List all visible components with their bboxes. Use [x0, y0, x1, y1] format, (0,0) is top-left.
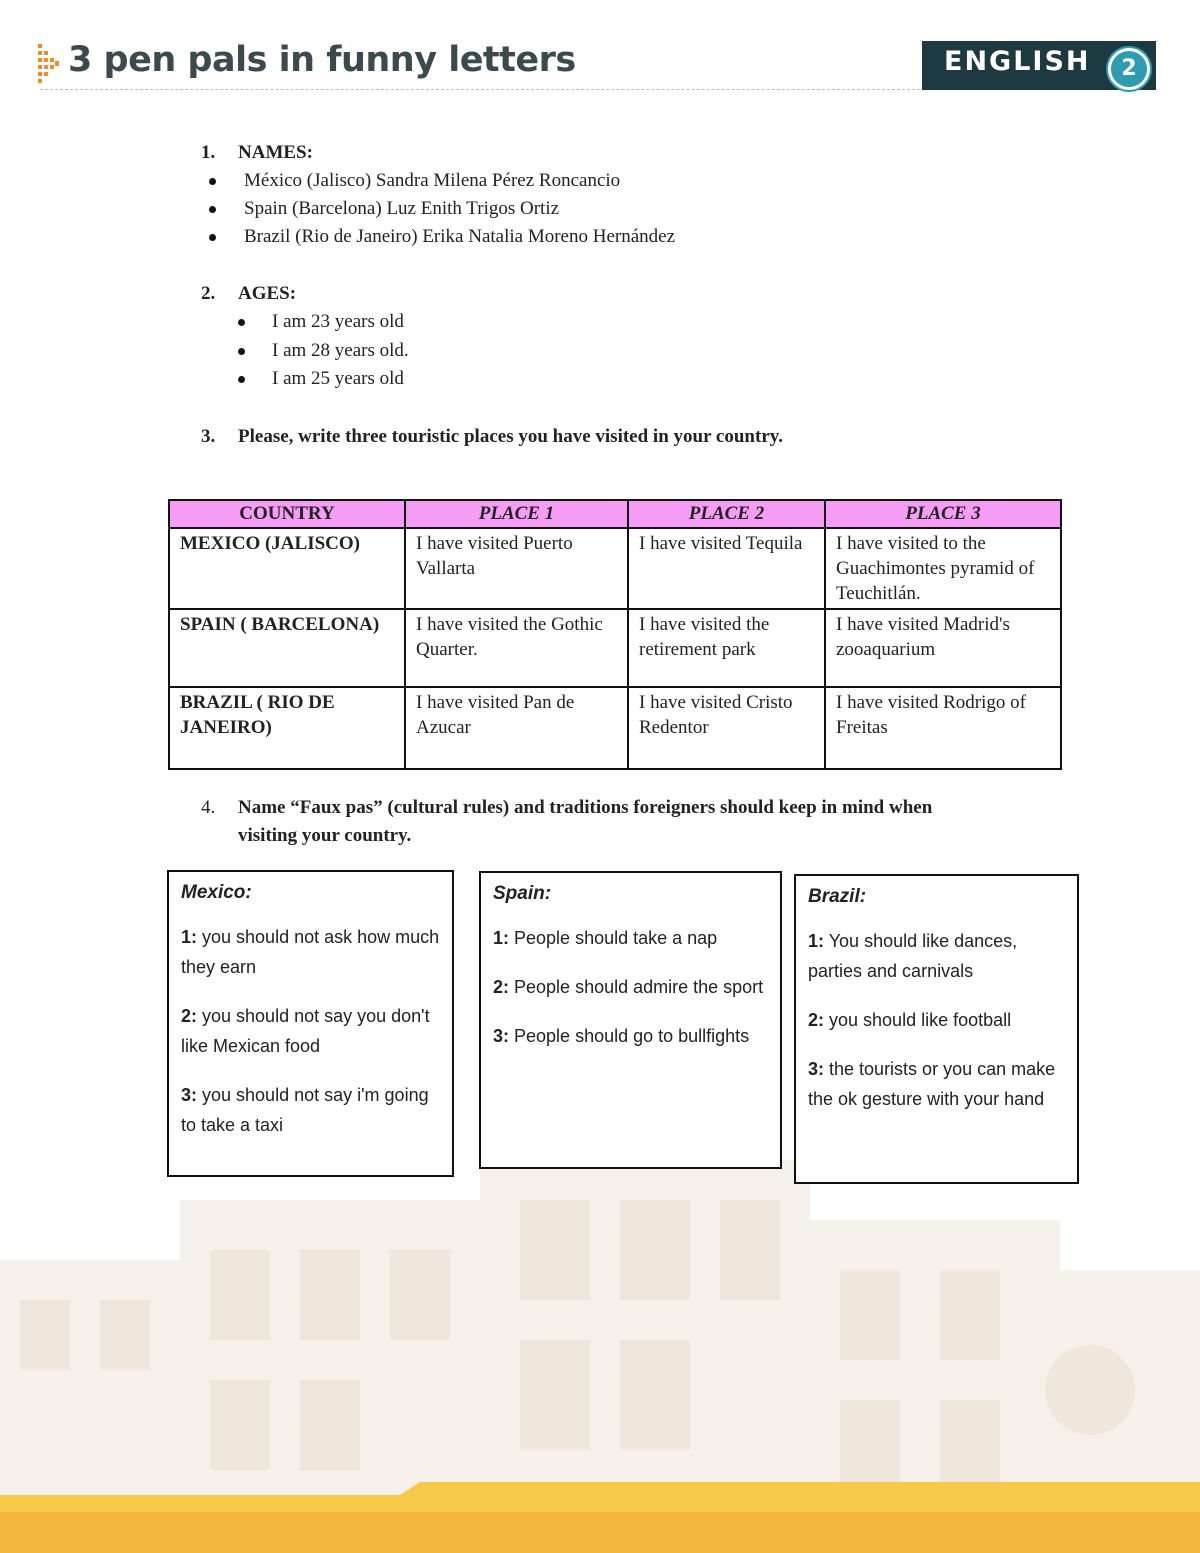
box-item [808, 1005, 1065, 1035]
section-title-faux-pas: Name “Faux pas” (cultural rules) and traditions foreigners should keep in mind when [238, 797, 933, 818]
table-cell: I have visited Puerto Vallarta [405, 528, 628, 609]
item-text: You should like dances, parties and carnivals [808, 931, 1018, 981]
box-title: Mexico: [181, 882, 252, 903]
box-item [181, 1001, 440, 1061]
box-item [181, 1080, 440, 1140]
bullet-icon [238, 319, 245, 326]
section-title-names: NAMES: [238, 142, 313, 163]
table-cell-country: BRAZIL ( RIO DE JANEIRO) [169, 687, 405, 769]
item-text: the tourists or you can make the ok gesture with your hand [808, 1059, 1056, 1109]
item-number: 2: [181, 1006, 198, 1026]
item-text: People should take a nap [509, 928, 718, 948]
item-text: you should not ask how much they earn [181, 927, 440, 977]
bullet-icon [209, 178, 216, 185]
logo-arrow-icon [38, 42, 60, 86]
box-item [493, 923, 768, 953]
section-number: 2. [201, 283, 216, 304]
item-text: you should like football [824, 1010, 1012, 1030]
section-number: 1. [201, 142, 216, 163]
table-cell: I have visited Rodrigo of Freitas [825, 687, 1061, 769]
list-item: Spain (Barcelona) Luz Enith Trigos Ortiz [244, 198, 560, 219]
list-item: I am 23 years old [272, 311, 404, 332]
box-item [493, 1021, 768, 1051]
item-number: 2: [808, 1010, 825, 1030]
item-number: 3: [808, 1059, 825, 1079]
item-number: 2: [493, 977, 510, 997]
table-header-cell: PLACE 1 [405, 500, 628, 528]
table-cell: I have visited Madrid's zooaquarium [825, 609, 1061, 687]
item-text: People should admire the sport [509, 977, 764, 997]
section-title-places: Please, write three touristic places you have visited in your country. [238, 426, 783, 447]
item-number: 1: [493, 928, 510, 948]
brazil-box [794, 874, 1079, 1184]
box-item [808, 926, 1065, 986]
section-number: 3. [201, 426, 216, 447]
table-cell: I have visited to the Guachimontes pyramid of Teuchitlán. [825, 528, 1061, 609]
list-item: México (Jalisco) Sandra Milena Pérez Roncancio [244, 170, 621, 191]
table-header-cell: COUNTRY [169, 500, 405, 528]
table-row [169, 609, 1061, 687]
page-title: 3 pen pals in funny letters [68, 40, 576, 80]
list-item: I am 28 years old. [272, 340, 409, 361]
table-cell: I have visited the retirement park [628, 609, 825, 687]
box-item [808, 1054, 1065, 1114]
header-divider [40, 89, 920, 90]
table-cell: I have visited the Gothic Quarter. [405, 609, 628, 687]
item-number: 1: [181, 927, 198, 947]
item-number: 1: [808, 931, 825, 951]
table-cell-country: SPAIN ( BARCELONA) [169, 609, 405, 687]
list-item: Brazil (Rio de Janeiro) Erika Natalia Moreno Hernández [244, 226, 676, 247]
section-number: 4. [201, 797, 216, 818]
box-title: Brazil: [808, 886, 867, 907]
table-cell: I have visited Cristo Redentor [628, 687, 825, 769]
box-item [493, 972, 768, 1002]
buildings-background-illustration [0, 1160, 1200, 1553]
table-header-cell: PLACE 3 [825, 500, 1061, 528]
table-header-cell: PLACE 2 [628, 500, 825, 528]
item-text: People should go to bullfights [509, 1026, 750, 1046]
mexico-box [167, 870, 454, 1177]
table-cell-country: MEXICO (JALISCO) [169, 528, 405, 609]
item-text: you should not say you don't like Mexican food [181, 1006, 430, 1056]
table-row [169, 687, 1061, 769]
bullet-icon [209, 206, 216, 213]
list-item: I am 25 years old [272, 368, 404, 389]
section-title-faux-pas-cont: visiting your country. [238, 825, 412, 846]
item-number: 3: [181, 1085, 198, 1105]
item-number: 3: [493, 1026, 510, 1046]
box-title: Spain: [493, 883, 552, 904]
bullet-icon [209, 234, 216, 241]
table-header-row [169, 500, 1061, 528]
box-item [181, 922, 440, 982]
places-table [168, 499, 1062, 770]
badge-number: 2 [1108, 48, 1150, 90]
bullet-icon [238, 376, 245, 383]
item-text: you should not say i'm going to take a taxi [181, 1085, 429, 1135]
badge-label: ENGLISH [944, 46, 1091, 77]
section-title-ages: AGES: [238, 283, 297, 304]
table-cell: I have visited Pan de Azucar [405, 687, 628, 769]
table-row [169, 528, 1061, 609]
table-cell: I have visited Tequila [628, 528, 825, 609]
bullet-icon [238, 348, 245, 355]
spain-box [479, 871, 782, 1169]
